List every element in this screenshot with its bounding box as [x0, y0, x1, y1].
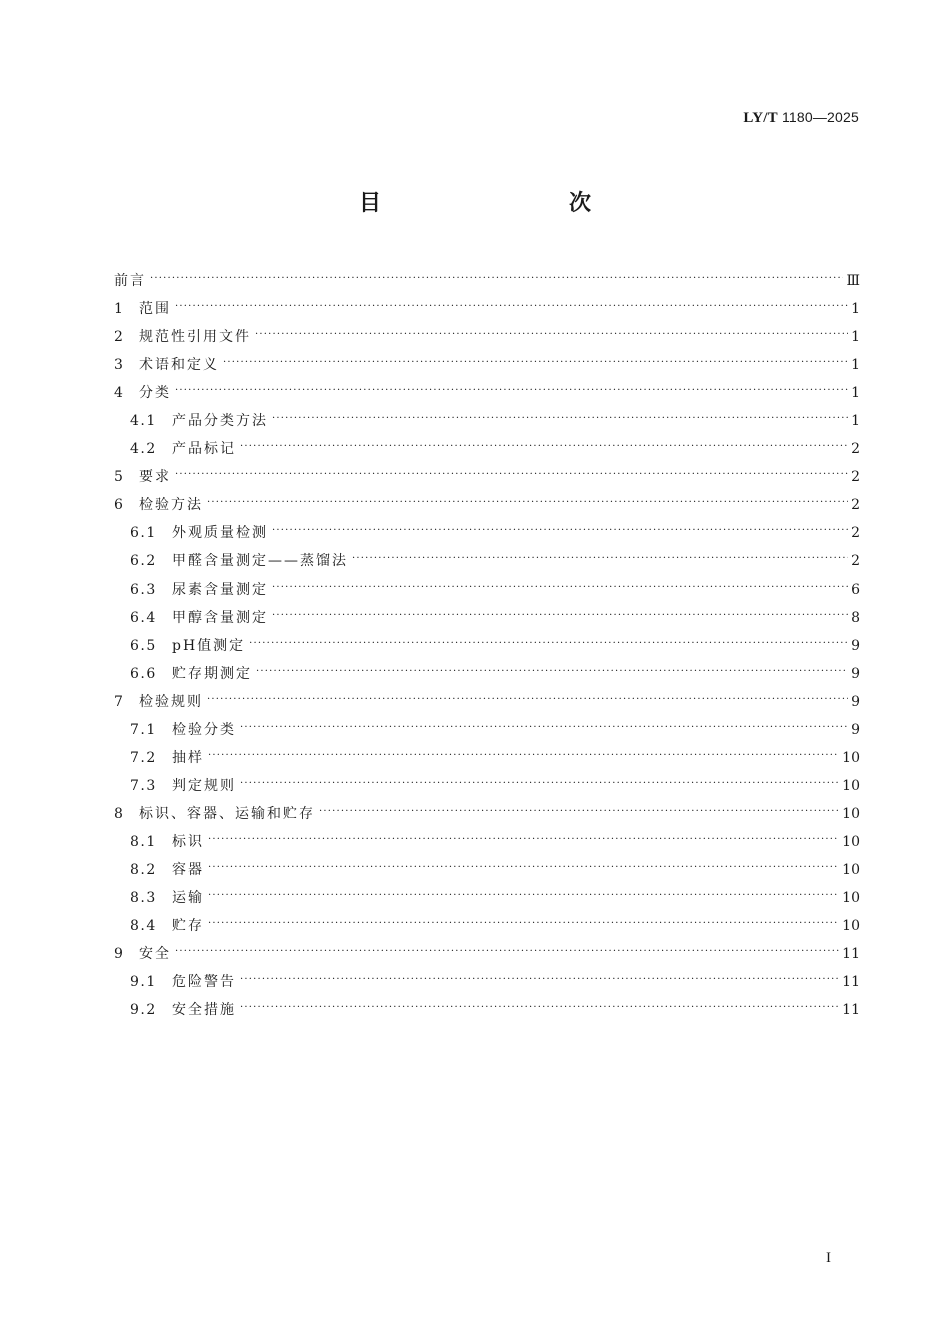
toc-entry-number: 1 — [114, 301, 125, 318]
dot-leader — [175, 461, 848, 489]
toc-entry-page: 10 — [842, 861, 860, 878]
toc-entry-number: 9.1 — [130, 974, 157, 991]
toc-entry-number: 7.2 — [130, 749, 157, 766]
toc-entry[interactable] — [114, 660, 860, 688]
toc-entry-page: 10 — [842, 805, 860, 822]
toc-entry-label: 运输 — [172, 890, 204, 907]
toc-entry-label: 抽样 — [172, 749, 204, 766]
dot-leader — [272, 574, 848, 602]
dot-leader — [175, 938, 839, 966]
dot-leader — [249, 630, 848, 658]
toc-entry-label: 前言 — [114, 273, 146, 289]
toc-entry-number: 4.1 — [130, 413, 157, 430]
toc-entry-number: 6.6 — [130, 665, 157, 682]
table-of-contents — [114, 267, 860, 1024]
toc-entry-page: 10 — [842, 890, 860, 907]
toc-entry-page: 10 — [842, 833, 860, 850]
toc-entry-number: 6.4 — [130, 609, 157, 626]
dot-leader — [175, 293, 848, 321]
toc-entry-label: 贮存期测定 — [172, 665, 252, 682]
toc-entry-page: 6 — [851, 581, 860, 598]
toc-entry-page: Ⅲ — [846, 273, 860, 289]
toc-entry[interactable] — [114, 772, 860, 800]
toc-entry-number: 9 — [114, 946, 125, 963]
dot-leader — [272, 517, 848, 545]
toc-entry[interactable] — [114, 547, 860, 575]
dot-leader — [208, 910, 839, 938]
dot-leader — [207, 686, 848, 714]
dot-leader — [352, 545, 848, 573]
toc-entry[interactable] — [114, 604, 860, 632]
dot-leader — [208, 854, 839, 882]
toc-entry-page: 1 — [851, 301, 860, 318]
dot-leader — [240, 770, 839, 798]
toc-entry-label: 产品标记 — [172, 441, 236, 458]
toc-entry[interactable] — [114, 463, 860, 491]
toc-entry[interactable] — [114, 323, 860, 351]
toc-entry-page: 2 — [851, 469, 860, 486]
toc-entry-page: 2 — [851, 497, 860, 514]
dot-leader — [240, 433, 848, 461]
toc-entry[interactable] — [114, 968, 860, 996]
toc-entry-label: 安全 — [139, 946, 171, 963]
toc-entry-label: 检验规则 — [139, 693, 203, 710]
toc-entry[interactable] — [114, 884, 860, 912]
toc-entry-page: 11 — [842, 946, 860, 963]
toc-entry-page: 9 — [851, 693, 860, 710]
toc-entry[interactable] — [114, 716, 860, 744]
toc-entry-label: 尿素含量测定 — [172, 581, 268, 598]
dot-leader — [208, 826, 839, 854]
toc-entry-label: 判定规则 — [172, 777, 236, 794]
toc-entry[interactable] — [114, 295, 860, 323]
toc-entry-number: 8.1 — [130, 833, 157, 850]
toc-entry-page: 9 — [851, 665, 860, 682]
dot-leader — [319, 798, 839, 826]
toc-entry-number: 6.1 — [130, 525, 157, 542]
toc-entry-page: 10 — [842, 918, 860, 935]
toc-entry-label: 外观质量检测 — [172, 525, 268, 542]
toc-entry-page: 2 — [851, 525, 860, 542]
toc-entry-number: 6 — [114, 497, 125, 514]
toc-entry[interactable] — [114, 688, 860, 716]
toc-entry-number: 6.3 — [130, 581, 157, 598]
toc-entry[interactable] — [114, 351, 860, 379]
toc-entry[interactable] — [114, 632, 860, 660]
dot-leader — [240, 994, 839, 1022]
toc-entry-number: 2 — [114, 329, 125, 346]
toc-entry[interactable] — [114, 379, 860, 407]
toc-entry-label: 标识、容器、运输和贮存 — [139, 805, 315, 822]
page-title: 目 次 — [358, 191, 639, 216]
toc-entry[interactable] — [114, 267, 860, 295]
toc-entry[interactable] — [114, 435, 860, 463]
toc-entry[interactable] — [114, 828, 860, 856]
toc-entry-label: 贮存 — [172, 918, 204, 935]
toc-entry-label: 产品分类方法 — [172, 413, 268, 430]
toc-entry-label: 容器 — [172, 861, 204, 878]
toc-entry-number: 7.3 — [130, 777, 157, 794]
toc-entry-number: 8.3 — [130, 890, 157, 907]
toc-entry-number: 8.4 — [130, 918, 157, 935]
toc-entry[interactable] — [114, 744, 860, 772]
toc-entry[interactable] — [114, 491, 860, 519]
dot-leader — [150, 265, 843, 293]
toc-entry-number: 8 — [114, 805, 125, 822]
toc-entry-number: 7.1 — [130, 721, 157, 738]
toc-entry-page: 1 — [851, 357, 860, 374]
standard-number: 1180—2025 — [781, 109, 859, 125]
dot-leader — [208, 742, 839, 770]
dot-leader — [272, 602, 848, 630]
dot-leader — [272, 405, 848, 433]
toc-entry-number: 9.2 — [130, 1002, 157, 1019]
dot-leader — [207, 489, 848, 517]
toc-entry-page: 11 — [842, 974, 860, 991]
toc-entry-label: 规范性引用文件 — [139, 329, 251, 346]
page-number: I — [826, 1250, 831, 1266]
toc-entry-label: 危险警告 — [172, 974, 236, 991]
dot-leader — [256, 658, 848, 686]
toc-entry[interactable] — [114, 576, 860, 604]
toc-entry[interactable] — [114, 996, 860, 1024]
toc-entry-number: 6.2 — [130, 553, 157, 570]
toc-entry-label: 安全措施 — [172, 1002, 236, 1019]
toc-entry[interactable] — [114, 856, 860, 884]
toc-entry[interactable] — [114, 912, 860, 940]
toc-entry-number: 4.2 — [130, 441, 157, 458]
standard-prefix: LY/T — [743, 110, 778, 126]
dot-leader — [223, 349, 848, 377]
toc-entry-page: 2 — [851, 441, 860, 458]
toc-entry-label: 分类 — [139, 385, 171, 402]
toc-entry-label: 标识 — [172, 833, 204, 850]
toc-entry[interactable] — [114, 519, 860, 547]
toc-entry-number: 7 — [114, 693, 125, 710]
toc-entry-label: 要求 — [139, 469, 171, 486]
toc-entry-label: pH值测定 — [172, 637, 246, 654]
toc-entry-page: 8 — [851, 609, 860, 626]
toc-entry-number: 6.5 — [130, 637, 157, 654]
dot-leader — [240, 714, 848, 742]
toc-entry-label: 检验分类 — [172, 721, 236, 738]
standard-code — [743, 109, 859, 127]
toc-entry-number: 3 — [114, 357, 125, 374]
toc-entry-page: 1 — [851, 413, 860, 430]
toc-entry[interactable] — [114, 407, 860, 435]
toc-entry-label: 甲醛含量测定——蒸馏法 — [172, 553, 348, 570]
toc-entry-page: 11 — [842, 1002, 860, 1019]
toc-entry-page: 9 — [851, 637, 860, 654]
dot-leader — [208, 882, 839, 910]
toc-entry-page: 9 — [851, 721, 860, 738]
toc-entry-number: 5 — [114, 469, 125, 486]
toc-entry[interactable] — [114, 800, 860, 828]
toc-entry-label: 范围 — [139, 301, 171, 318]
toc-entry-label: 甲醇含量测定 — [172, 609, 268, 626]
dot-leader — [255, 321, 848, 349]
toc-entry-page: 1 — [851, 385, 860, 402]
toc-entry-page: 2 — [851, 553, 860, 570]
toc-entry-label: 术语和定义 — [139, 357, 219, 374]
toc-entry-page: 10 — [842, 777, 860, 794]
toc-entry-number: 4 — [114, 385, 125, 402]
toc-entry-page: 1 — [851, 329, 860, 346]
toc-entry-number: 8.2 — [130, 861, 157, 878]
toc-entry-page: 10 — [842, 749, 860, 766]
toc-entry[interactable] — [114, 940, 860, 968]
dot-leader — [175, 377, 848, 405]
toc-entry-label: 检验方法 — [139, 497, 203, 514]
dot-leader — [240, 966, 839, 994]
